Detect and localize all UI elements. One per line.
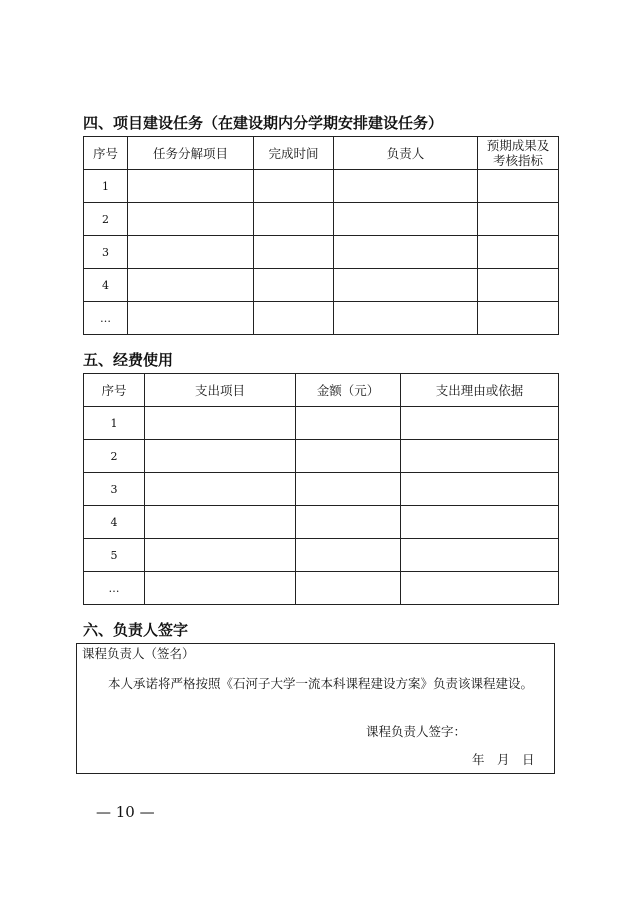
- row-seq: 4: [84, 269, 128, 302]
- table-row: [84, 572, 559, 605]
- row-seq: 3: [84, 236, 128, 269]
- cell-time[interactable]: [254, 236, 334, 269]
- cell-owner[interactable]: [334, 302, 478, 335]
- cell-time[interactable]: [254, 269, 334, 302]
- signature-box-label: 课程负责人（签名）: [82, 646, 195, 661]
- cell-amount[interactable]: [296, 440, 401, 473]
- task-table: [83, 136, 559, 335]
- table-row: [84, 407, 559, 440]
- table-row: [84, 440, 559, 473]
- table-row: [84, 473, 559, 506]
- cell-amount[interactable]: [296, 539, 401, 572]
- cell-amount[interactable]: [296, 506, 401, 539]
- cell-item[interactable]: [145, 539, 296, 572]
- cell-reason[interactable]: [401, 506, 559, 539]
- row-seq: 1: [84, 170, 128, 203]
- budget-table-header: [84, 374, 559, 407]
- cell-item[interactable]: [145, 407, 296, 440]
- row-seq: 1: [84, 407, 145, 440]
- row-seq: …: [84, 302, 128, 335]
- table-row: [84, 236, 559, 269]
- cell-amount[interactable]: [296, 407, 401, 440]
- cell-reason[interactable]: [401, 407, 559, 440]
- cell-owner[interactable]: [334, 269, 478, 302]
- page-number: — 10 —: [96, 803, 155, 821]
- header-seq: 序号: [84, 374, 145, 407]
- cell-result[interactable]: [478, 302, 559, 335]
- cell-time[interactable]: [254, 302, 334, 335]
- header-amount: 金额（元）: [296, 374, 401, 407]
- header-seq: 序号: [84, 137, 128, 170]
- cell-owner[interactable]: [334, 236, 478, 269]
- cell-reason[interactable]: [401, 473, 559, 506]
- header-result-line1: 预期成果及: [486, 138, 550, 153]
- signature-box: [76, 643, 555, 774]
- cell-item[interactable]: [145, 440, 296, 473]
- header-item: 支出项目: [145, 374, 296, 407]
- cell-result[interactable]: [478, 203, 559, 236]
- cell-reason[interactable]: [401, 440, 559, 473]
- table-row: [84, 269, 559, 302]
- row-seq: 4: [84, 506, 145, 539]
- table-row: [84, 203, 559, 236]
- cell-time[interactable]: [254, 170, 334, 203]
- cell-amount[interactable]: [296, 473, 401, 506]
- cell-time[interactable]: [254, 203, 334, 236]
- row-seq: …: [84, 572, 145, 605]
- cell-result[interactable]: [478, 269, 559, 302]
- cell-task[interactable]: [128, 302, 254, 335]
- cell-owner[interactable]: [334, 170, 478, 203]
- header-task: 任务分解项目: [128, 137, 254, 170]
- cell-item[interactable]: [145, 473, 296, 506]
- row-seq: 5: [84, 539, 145, 572]
- task-table-header: [84, 137, 559, 170]
- section4-title: 四、项目建设任务（在建设期内分学期安排建设任务）: [83, 114, 444, 132]
- pledge-text: 本人承诺将严格按照《石河子大学一流本科课程建设方案》负责该课程建设。: [108, 676, 534, 691]
- row-seq: 2: [84, 440, 145, 473]
- row-seq: 3: [84, 473, 145, 506]
- table-row: [84, 302, 559, 335]
- date-label[interactable]: 年 月 日: [472, 752, 535, 767]
- section6-title: 六、负责人签字: [83, 621, 189, 639]
- header-time: 完成时间: [254, 137, 334, 170]
- header-result-line2: 考核指标: [492, 153, 543, 168]
- cell-amount[interactable]: [296, 572, 401, 605]
- cell-task[interactable]: [128, 203, 254, 236]
- cell-item[interactable]: [145, 506, 296, 539]
- cell-task[interactable]: [128, 269, 254, 302]
- budget-table: [83, 373, 559, 605]
- header-reason: 支出理由或依据: [401, 374, 559, 407]
- cell-reason[interactable]: [401, 539, 559, 572]
- cell-task[interactable]: [128, 236, 254, 269]
- table-row: [84, 506, 559, 539]
- signature-label[interactable]: 课程负责人签字：: [366, 724, 467, 739]
- table-row: [84, 170, 559, 203]
- cell-task[interactable]: [128, 170, 254, 203]
- cell-result[interactable]: [478, 170, 559, 203]
- cell-owner[interactable]: [334, 203, 478, 236]
- row-seq: 2: [84, 203, 128, 236]
- header-result: [478, 137, 559, 170]
- cell-item[interactable]: [145, 572, 296, 605]
- cell-result[interactable]: [478, 236, 559, 269]
- section5-title: 五、经费使用: [83, 351, 174, 369]
- cell-reason[interactable]: [401, 572, 559, 605]
- table-row: [84, 539, 559, 572]
- header-owner: 负责人: [334, 137, 478, 170]
